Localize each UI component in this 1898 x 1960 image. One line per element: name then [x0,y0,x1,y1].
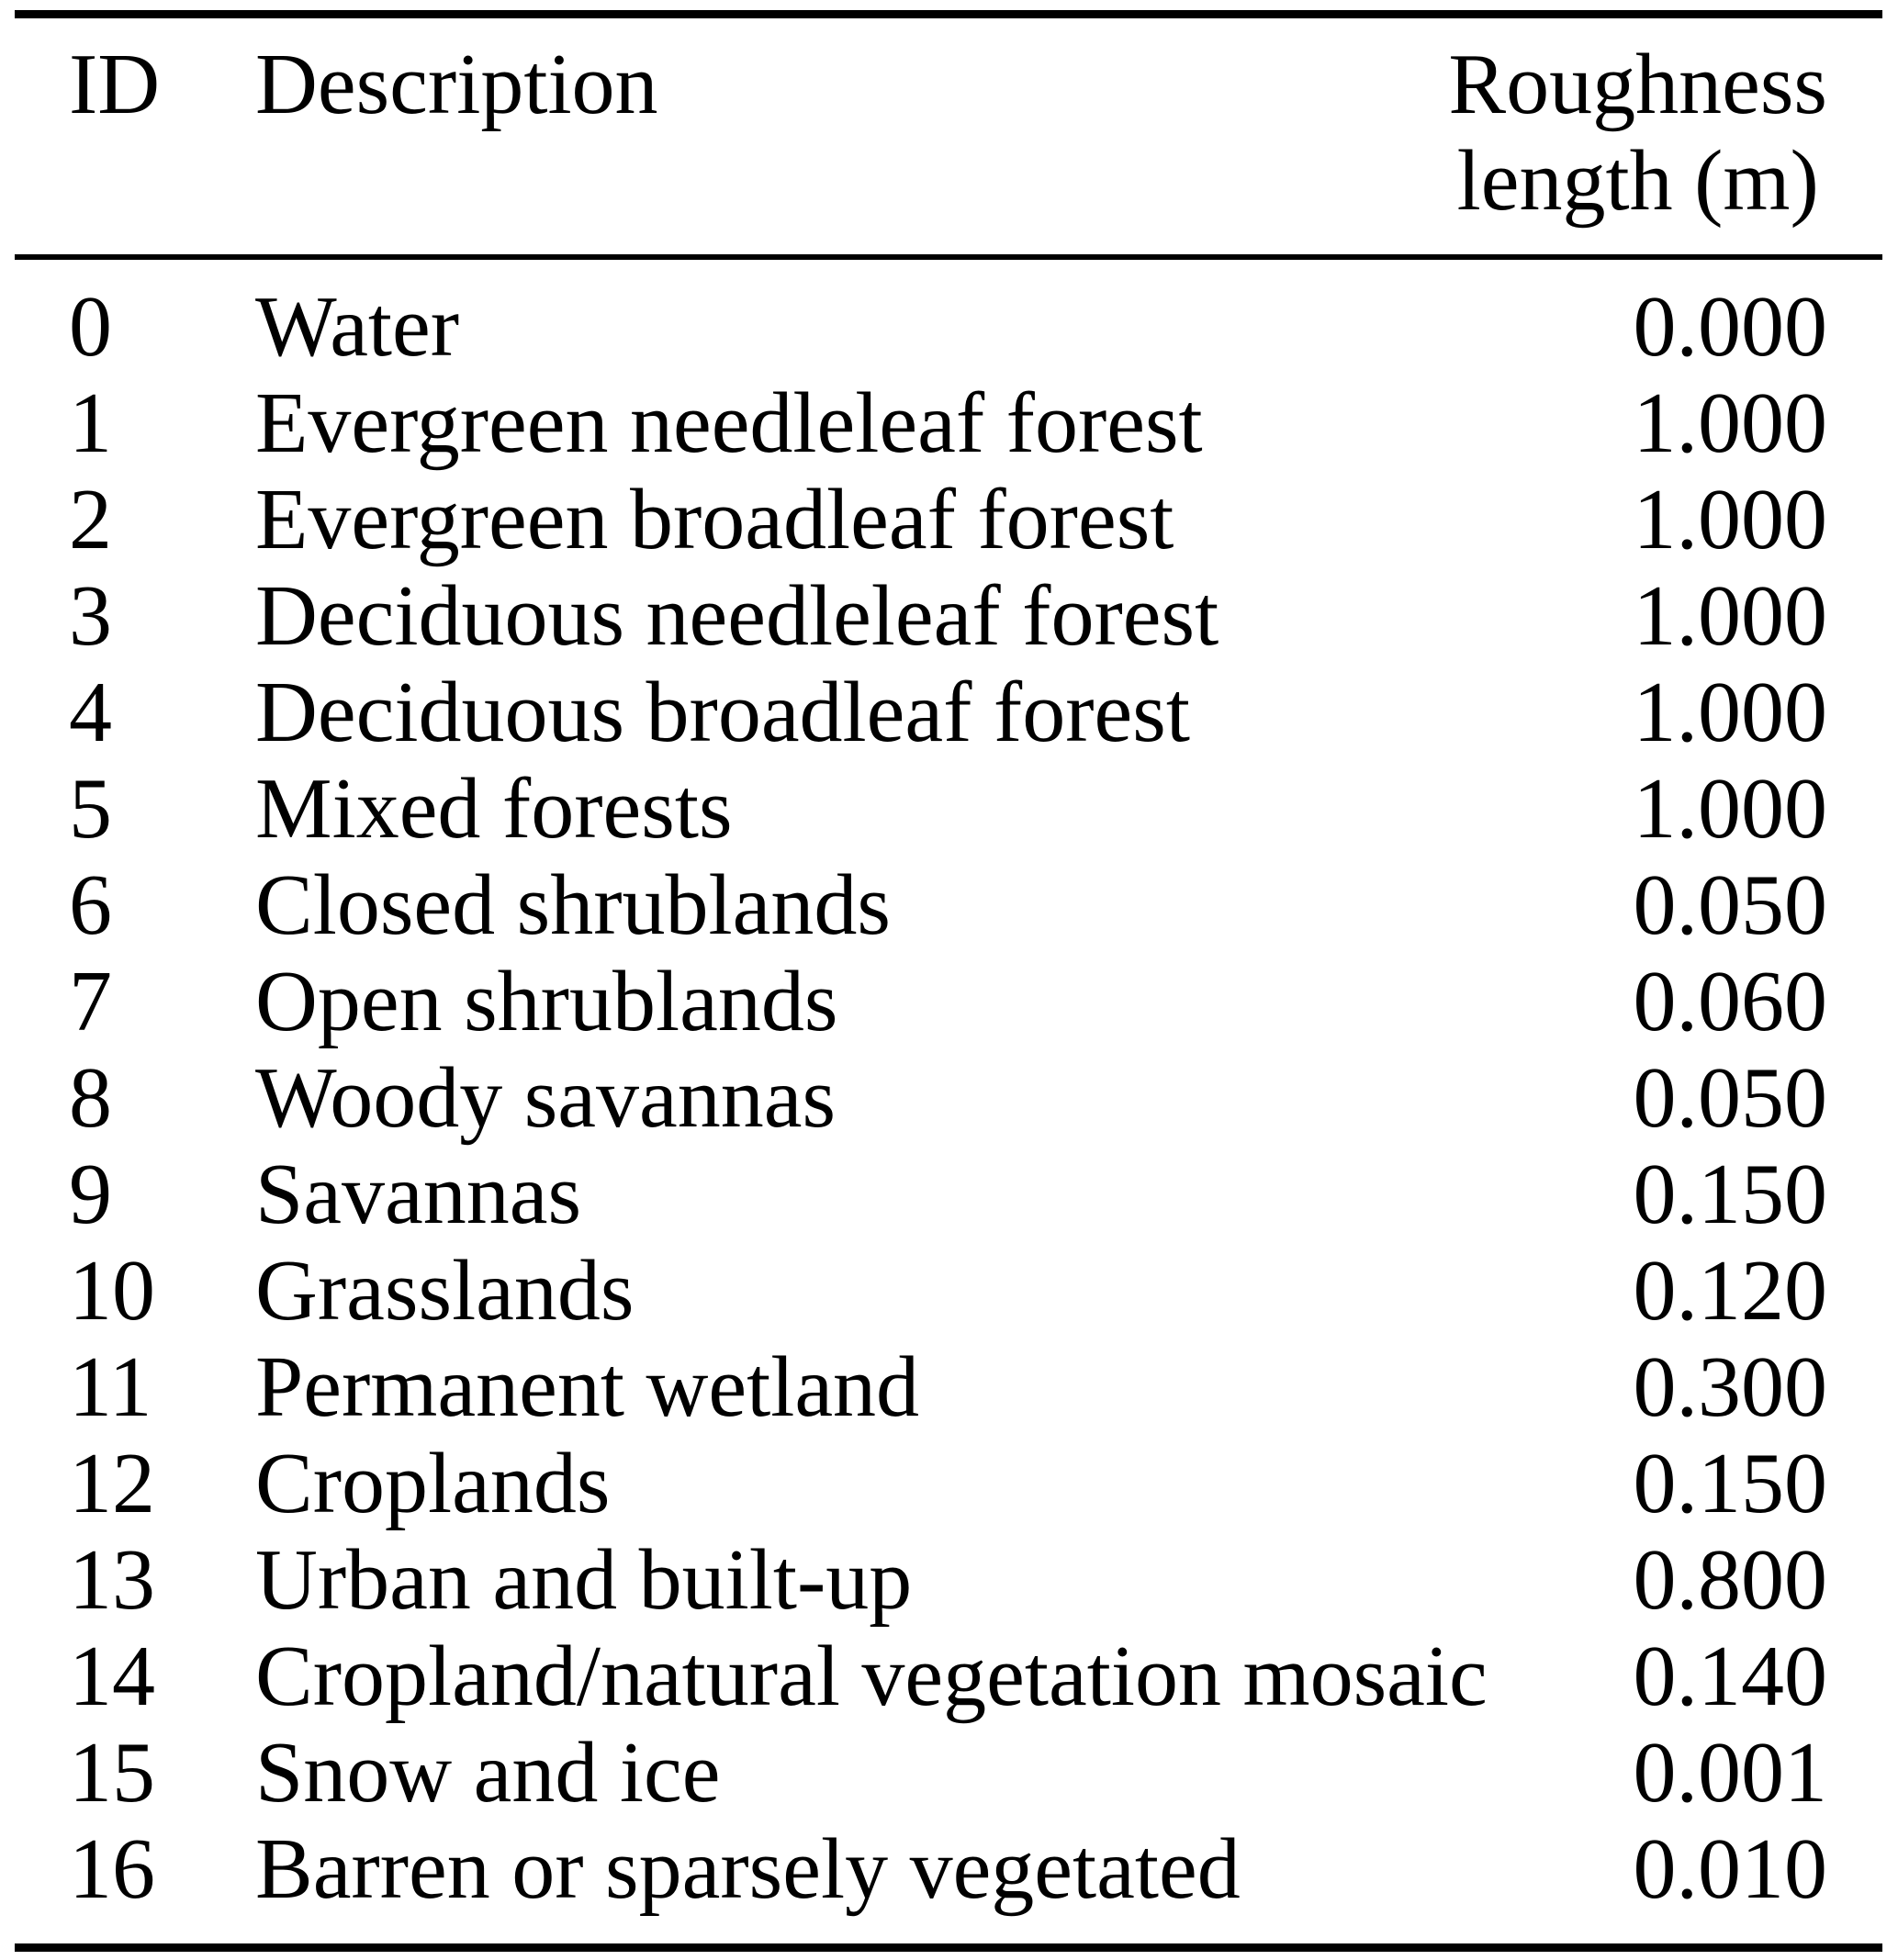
header-roughness-line2: length (m) [1456,133,1819,229]
cell-description: Cropland/natural vegetation mosaic [255,1628,1488,1724]
cell-id: 1 [69,375,112,471]
cell-roughness: 0.000 [1633,278,1827,375]
cell-roughness: 0.140 [1633,1628,1827,1724]
cell-id: 8 [69,1049,112,1146]
table-row [69,664,1827,760]
cell-id: 16 [69,1820,155,1917]
cell-description: Woody savannas [255,1049,837,1146]
table-row [69,953,1827,1049]
table-row [69,1049,1827,1146]
cell-id: 7 [69,953,112,1049]
cell-roughness: 0.050 [1633,1049,1827,1146]
cell-id: 3 [69,567,112,664]
cell-id: 14 [69,1628,155,1724]
cell-roughness: 1.000 [1633,471,1827,567]
cell-description: Water [255,278,460,375]
header-id: ID [69,37,161,132]
cell-id: 5 [69,760,112,857]
cell-description: Mixed forests [255,760,733,857]
cell-roughness: 1.000 [1633,567,1827,664]
cell-roughness: 0.010 [1633,1820,1827,1917]
header-roughness-line1: Roughness [1448,37,1827,132]
table-row [69,857,1827,953]
cell-description: Evergreen broadleaf forest [255,471,1174,567]
table-row [69,278,1827,375]
cell-id: 11 [69,1338,152,1435]
table-top-rule [15,10,1882,18]
table-header-separator-rule [15,254,1882,260]
cell-roughness: 0.150 [1633,1146,1827,1242]
table-header-row [69,37,1827,230]
cell-description: Closed shrublands [255,857,891,953]
cell-roughness: 0.050 [1633,857,1827,953]
cell-description: Urban and built-up [255,1531,913,1628]
table-row [69,375,1827,471]
cell-id: 10 [69,1242,155,1338]
cell-roughness: 0.060 [1633,953,1827,1049]
table-row [69,1146,1827,1242]
cell-id: 6 [69,857,112,953]
table-row [69,471,1827,567]
cell-roughness: 1.000 [1633,664,1827,760]
table-bottom-rule [15,1943,1882,1952]
cell-description: Deciduous needleleaf forest [255,567,1219,664]
cell-id: 13 [69,1531,155,1628]
table-row [69,1435,1827,1531]
cell-roughness: 0.800 [1633,1531,1827,1628]
cell-id: 4 [69,664,112,760]
table-row [69,760,1827,857]
cell-description: Croplands [255,1435,611,1531]
header-description: Description [255,37,658,132]
cell-id: 12 [69,1435,155,1531]
table-row [69,1724,1827,1820]
cell-roughness: 0.300 [1633,1338,1827,1435]
table-row [69,1242,1827,1338]
cell-description: Grasslands [255,1242,635,1338]
cell-description: Deciduous broadleaf forest [255,664,1190,760]
cell-roughness: 1.000 [1633,760,1827,857]
table-row [69,1531,1827,1628]
table-row [69,1820,1827,1917]
cell-description: Barren or sparsely vegetated [255,1820,1241,1917]
cell-description: Open shrublands [255,953,838,1049]
cell-roughness: 1.000 [1633,375,1827,471]
table-row [69,1628,1827,1724]
header-roughness-length [1448,37,1827,230]
cell-description: Snow and ice [255,1724,721,1820]
cell-id: 15 [69,1724,155,1820]
cell-id: 0 [69,278,112,375]
cell-id: 9 [69,1146,112,1242]
cell-roughness: 0.001 [1633,1724,1827,1820]
table-body [69,278,1827,1917]
cell-description: Savannas [255,1146,582,1242]
cell-id: 2 [69,471,112,567]
table-row [69,1338,1827,1435]
cell-description: Permanent wetland [255,1338,920,1435]
cell-roughness: 0.150 [1633,1435,1827,1531]
table-row [69,567,1827,664]
cell-description: Evergreen needleleaf forest [255,375,1203,471]
cell-roughness: 0.120 [1633,1242,1827,1338]
